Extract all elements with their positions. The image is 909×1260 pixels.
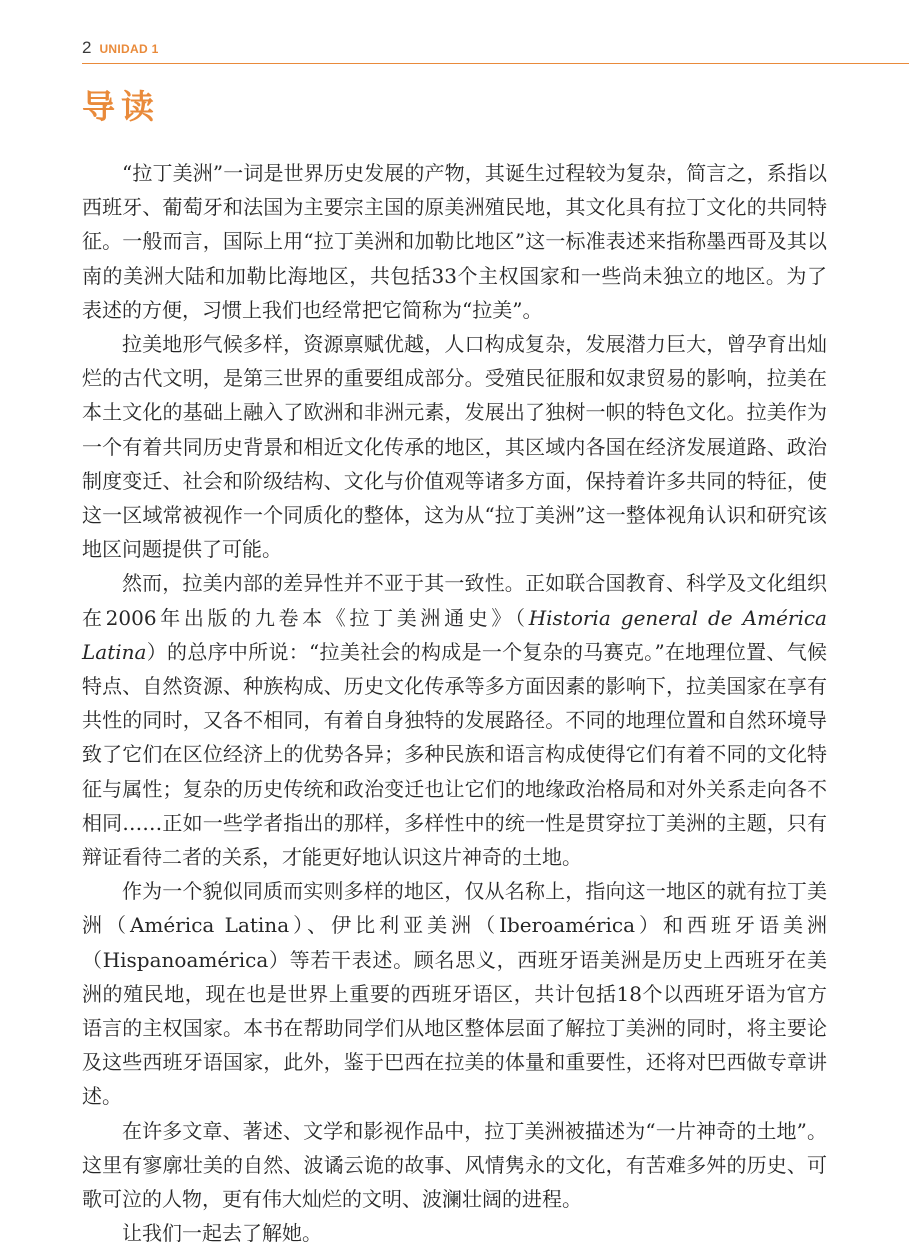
- paragraph-1: “拉丁美洲”一词是世界历史发展的产物，其诞生过程较为复杂，简言之，系指以西班牙、葡萄牙和法国为主要宗主国的原美洲殖民地，其文化具有拉丁文化的共同特征。一般而言，国际上用“拉丁美洲和加勒比地区”这一标准表述来指称墨西哥及其以南的美洲大陆和加勒比海地区，共包括33个主权国家和一些尚未独立的地区。为了表述的方便，习惯上我们也经常把它简称为“拉美”。: [82, 161, 827, 322]
- unit-label: UNIDAD 1: [99, 42, 159, 56]
- header-divider: [82, 63, 909, 64]
- paragraph-4: 作为一个貌似同质而实则多样的地区，仅从名称上，指向这一地区的就有拉丁美洲（América Latina）、伊比利亚美洲（Iberoamérica）和西班牙语美洲（Hispanoamérica）等若干表述。顾名思义，西班牙语美洲是历史上西班牙在美洲的殖民地，现在也是世界上重要的西班牙语区，共计包括18个以西班牙语为官方语言的主权国家。本书在帮助同学们从地区整体层面了解拉丁美洲的同时，将主要论及这些西班牙语国家，此外，鉴于巴西在拉美的体量和重要性，还将对巴西做专章讲述。: [82, 879, 827, 1109]
- page-header: [82, 38, 159, 62]
- paragraph-6: 让我们一起去了解她。: [122, 1221, 322, 1246]
- paragraph-3-text-before-italic: 然而，拉美内部的差异性并不亚于其一致性。正如联合国教育、科学及文化组织在2006年出版的九卷本《拉丁美洲通史》（: [82, 571, 827, 630]
- section-title: 导读: [82, 87, 160, 126]
- body-text: [82, 156, 827, 1251]
- paragraph-2: 拉美地形气候多样，资源禀赋优越，人口构成复杂，发展潜力巨大，曾孕育出灿烂的古代文明，是第三世界的重要组成部分。受殖民征服和奴隶贸易的影响，拉美在本土文化的基础上融入了欧洲和非洲元素，发展出了独树一帜的特色文化。拉美作为一个有着共同历史背景和相近文化传承的地区，其区域内各国在经济发展道路、政治制度变迁、社会和阶级结构、文化与价值观等诸多方面，保持着许多共同的特征，使这一区域常被视作一个同质化的整体，这为从“拉丁美洲”这一整体视角认识和研究该地区问题提供了可能。: [82, 332, 827, 562]
- paragraph-3: [82, 566, 827, 874]
- page-number: 2: [82, 38, 92, 57]
- paragraph-3-text-after-italic: ）的总序中所说：“拉美社会的构成是一个复杂的马赛克。”在地理位置、气候特点、自然资源、种族构成、历史文化传承等多方面因素的影响下，拉美国家在享有共性的同时，又各不相同，有着自身独特的发展路径。不同的地理位置和自然环境导致了它们在区位经济上的优势各异；多种民族和语言构成使得它们有着不同的文化特征与属性；复杂的历史传统和政治变迁也让它们的地缘政治格局和对外关系走向各不相同……正如一些学者指出的那样，多样性中的统一性是贯穿拉丁美洲的主题，只有辩证看待二者的关系，才能更好地认识这片神奇的土地。: [82, 639, 827, 870]
- italic-book-title: Historia general de América Latina: [82, 605, 827, 664]
- paragraph-5: 在许多文章、著述、文学和影视作品中，拉丁美洲被描述为“一片神奇的土地”。这里有寥廓壮美的自然、波谲云诡的故事、风情隽永的文化，有苦难多舛的历史、可歌可泣的人物，更有伟大灿烂的文明、波澜壮阔的进程。: [82, 1118, 827, 1212]
